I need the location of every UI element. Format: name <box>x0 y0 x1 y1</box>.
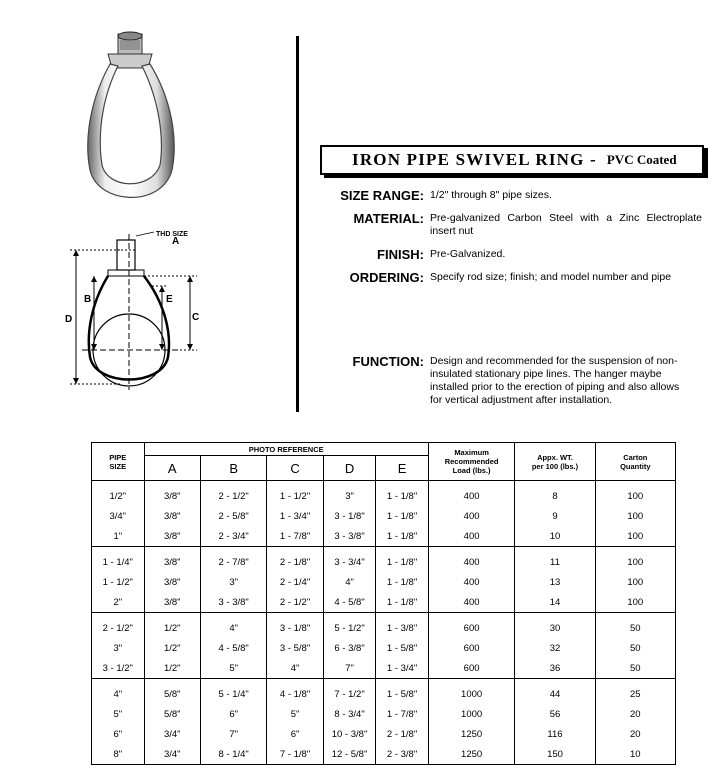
table-cell: 4 - 1/8" <box>267 679 323 705</box>
table-cell: 50 <box>595 658 675 679</box>
table-cell: 13 <box>515 572 595 592</box>
dim-label-d: D <box>65 314 73 325</box>
dim-label-c: C <box>192 312 200 323</box>
table-cell: 9 <box>515 506 595 526</box>
table-cell: 600 <box>428 658 515 679</box>
table-cell: 4" <box>323 572 376 592</box>
table-cell: 400 <box>428 547 515 573</box>
table-cell: 50 <box>595 613 675 639</box>
table-cell: 1 - 3/8" <box>376 613 429 639</box>
header-e: E <box>376 456 429 481</box>
table-cell: 1/2" <box>144 613 200 639</box>
table-cell: 3 - 1/8" <box>323 506 376 526</box>
table-cell: 10 <box>595 744 675 765</box>
header-pipe-size <box>92 443 145 481</box>
table-cell: 50 <box>595 638 675 658</box>
table-row <box>92 506 676 526</box>
header-text: SIZE <box>109 461 127 471</box>
table-cell: 1 - 3/4" <box>267 506 323 526</box>
table-cell: 3 - 1/2" <box>92 658 145 679</box>
product-title-box <box>320 145 704 175</box>
header-text: Recommended <box>444 457 499 466</box>
table-cell: 3/8" <box>144 592 200 613</box>
table-cell: 5/8" <box>144 704 200 724</box>
dimension-diagram <box>62 222 232 397</box>
table-cell: 1250 <box>428 744 515 765</box>
product-subtitle: PVC Coated <box>606 152 677 167</box>
table-cell: 1 - 3/4" <box>376 658 429 679</box>
table-cell: 1 - 1/8" <box>376 481 429 507</box>
table-cell: 14 <box>515 592 595 613</box>
dimensions-table <box>91 442 676 765</box>
table-cell: 1250 <box>428 724 515 744</box>
header-text: Load (lbs.) <box>452 466 491 475</box>
table-cell: 3 - 3/8" <box>323 526 376 547</box>
table-cell: 5 - 1/4" <box>201 679 267 705</box>
table-cell: 20 <box>595 704 675 724</box>
table-cell: 3/8" <box>144 547 200 573</box>
divider-line <box>296 36 299 412</box>
table-cell: 400 <box>428 481 515 507</box>
table-row <box>92 638 676 658</box>
table-cell: 1 - 7/8" <box>376 704 429 724</box>
spec-label: ORDERING: <box>349 270 424 285</box>
table-cell: 100 <box>595 547 675 573</box>
table-cell: 6" <box>201 704 267 724</box>
table-cell: 3/8" <box>144 506 200 526</box>
table-cell: 1 - 1/2" <box>267 481 323 507</box>
table-cell: 4" <box>201 613 267 639</box>
product-photo <box>80 30 190 220</box>
table-cell: 4 - 5/8" <box>323 592 376 613</box>
table-cell: 1/2" <box>144 638 200 658</box>
table-cell: 2 - 1/2" <box>92 613 145 639</box>
table-cell: 2 - 1/2" <box>201 481 267 507</box>
header-max-load <box>428 443 515 481</box>
table-cell: 3/4" <box>92 506 145 526</box>
table-cell: 1 - 1/8" <box>376 506 429 526</box>
table-row <box>92 744 676 765</box>
table-cell: 8" <box>92 744 145 765</box>
table-cell: 1/2" <box>92 481 145 507</box>
table-cell: 2 - 1/4" <box>267 572 323 592</box>
table-cell: 8 - 3/4" <box>323 704 376 724</box>
table-cell: 4" <box>267 658 323 679</box>
header-d: D <box>323 456 376 481</box>
table-cell: 2 - 1/8" <box>376 724 429 744</box>
table-cell: 8 <box>515 481 595 507</box>
table-cell: 3/4" <box>144 744 200 765</box>
table-cell: 2" <box>92 592 145 613</box>
table-cell: 400 <box>428 572 515 592</box>
table-cell: 116 <box>515 724 595 744</box>
table-row <box>92 724 676 744</box>
table-cell: 3" <box>92 638 145 658</box>
header-a: A <box>144 456 200 481</box>
table-cell: 1 - 1/8" <box>376 592 429 613</box>
thread-size-label: THD SIZE <box>156 231 188 238</box>
header-text: Appx. WT. <box>537 452 573 462</box>
table-cell: 36 <box>515 658 595 679</box>
table-cell: 3/8" <box>144 481 200 507</box>
table-cell: 6" <box>92 724 145 744</box>
table-cell: 1 - 1/8" <box>376 547 429 573</box>
spec-value: Pre-galvanized Carbon Steel with a Zinc Electroplate insert nut <box>430 212 702 237</box>
table-cell: 5 - 1/2" <box>323 613 376 639</box>
table-cell: 7" <box>201 724 267 744</box>
table-cell: 10 <box>515 526 595 547</box>
table-cell: 100 <box>595 572 675 592</box>
header-b: B <box>201 456 267 481</box>
spec-label: MATERIAL: <box>353 211 424 226</box>
table-cell: 2 - 7/8" <box>201 547 267 573</box>
table-cell: 7" <box>323 658 376 679</box>
spec-material <box>332 212 702 238</box>
header-text: Quantity <box>620 461 651 471</box>
table-cell: 100 <box>595 481 675 507</box>
table-cell: 3/8" <box>144 526 200 547</box>
table-cell: 3" <box>201 572 267 592</box>
spec-value: 1/2" through 8" pipe sizes. <box>430 189 552 201</box>
table-cell: 1000 <box>428 679 515 705</box>
table-cell: 1/2" <box>144 658 200 679</box>
spec-label: SIZE RANGE: <box>340 188 424 203</box>
table-cell: 2 - 3/8" <box>376 744 429 765</box>
spec-function <box>332 355 692 407</box>
table-cell: 6 - 3/8" <box>323 638 376 658</box>
table-cell: 1 - 7/8" <box>267 526 323 547</box>
header-text: Maximum <box>454 448 489 457</box>
spec-value: Design and recommended for the suspension of non-insulated stationary pipe lines. The hanger maybe installed prior to the erection of piping and also allows for vertical adjustment after installation. <box>430 355 680 406</box>
table-body <box>92 481 676 765</box>
table-row <box>92 481 676 507</box>
table-cell: 400 <box>428 592 515 613</box>
table-cell: 1 - 5/8" <box>376 638 429 658</box>
table-row <box>92 679 676 705</box>
table-cell: 10 - 3/8" <box>323 724 376 744</box>
table-cell: 400 <box>428 506 515 526</box>
product-title: IRON PIPE SWIVEL RING - <box>352 150 597 169</box>
table-cell: 5" <box>92 704 145 724</box>
table-row <box>92 704 676 724</box>
table-row <box>92 572 676 592</box>
header-text: per 100 (lbs.) <box>531 461 579 471</box>
table-cell: 1 - 1/8" <box>376 526 429 547</box>
table-cell: 2 - 5/8" <box>201 506 267 526</box>
table-cell: 1" <box>92 526 145 547</box>
table-row <box>92 526 676 547</box>
table-cell: 7 - 1/2" <box>323 679 376 705</box>
table-cell: 5" <box>267 704 323 724</box>
table-cell: 2 - 1/2" <box>267 592 323 613</box>
spec-label: FUNCTION: <box>352 354 424 369</box>
table-cell: 3/4" <box>144 724 200 744</box>
table-cell: 4 - 5/8" <box>201 638 267 658</box>
header-photo-reference: PHOTO REFERENCE <box>144 443 428 456</box>
spec-value: Pre-Galvanized. <box>430 248 506 260</box>
table-row <box>92 592 676 613</box>
table-cell: 11 <box>515 547 595 573</box>
dim-label-e: E <box>166 294 173 305</box>
header-text: Carton <box>623 452 648 462</box>
dim-label-a: A <box>172 236 180 247</box>
table-cell: 3" <box>323 481 376 507</box>
table-cell: 400 <box>428 526 515 547</box>
table-cell: 20 <box>595 724 675 744</box>
dim-label-b: B <box>84 294 92 305</box>
table-cell: 56 <box>515 704 595 724</box>
table-cell: 3 - 1/8" <box>267 613 323 639</box>
header-c: C <box>267 456 323 481</box>
table-cell: 150 <box>515 744 595 765</box>
table-cell: 4" <box>92 679 145 705</box>
table-cell: 6" <box>267 724 323 744</box>
table-cell: 1 - 5/8" <box>376 679 429 705</box>
table-cell: 3 - 5/8" <box>267 638 323 658</box>
table-cell: 2 - 1/8" <box>267 547 323 573</box>
table-cell: 3 - 3/8" <box>201 592 267 613</box>
spec-ordering <box>332 271 702 285</box>
header-text: PIPE <box>109 452 127 462</box>
table-cell: 1 - 1/2" <box>92 572 145 592</box>
table-cell: 100 <box>595 506 675 526</box>
header-carton <box>595 443 675 481</box>
table-row <box>92 613 676 639</box>
table-cell: 600 <box>428 638 515 658</box>
table-row <box>92 658 676 679</box>
table-row <box>92 547 676 573</box>
table-cell: 100 <box>595 526 675 547</box>
table-cell: 12 - 5/8" <box>323 744 376 765</box>
spec-value: Specify rod size; finish; and model number and pipe <box>430 271 672 283</box>
table-cell: 3 - 3/4" <box>323 547 376 573</box>
table-cell: 5/8" <box>144 679 200 705</box>
table-cell: 1000 <box>428 704 515 724</box>
table-cell: 2 - 3/4" <box>201 526 267 547</box>
spec-label: FINISH: <box>377 247 424 262</box>
table-cell: 7 - 1/8" <box>267 744 323 765</box>
table-cell: 3/8" <box>144 572 200 592</box>
table-cell: 1 - 1/8" <box>376 572 429 592</box>
table-cell: 30 <box>515 613 595 639</box>
spec-finish <box>332 248 702 262</box>
table-cell: 100 <box>595 592 675 613</box>
table-cell: 5" <box>201 658 267 679</box>
table-cell: 44 <box>515 679 595 705</box>
table-cell: 600 <box>428 613 515 639</box>
table-cell: 1 - 1/4" <box>92 547 145 573</box>
table-cell: 25 <box>595 679 675 705</box>
header-weight <box>515 443 595 481</box>
spec-size-range <box>332 189 702 203</box>
table-cell: 8 - 1/4" <box>201 744 267 765</box>
table-cell: 32 <box>515 638 595 658</box>
